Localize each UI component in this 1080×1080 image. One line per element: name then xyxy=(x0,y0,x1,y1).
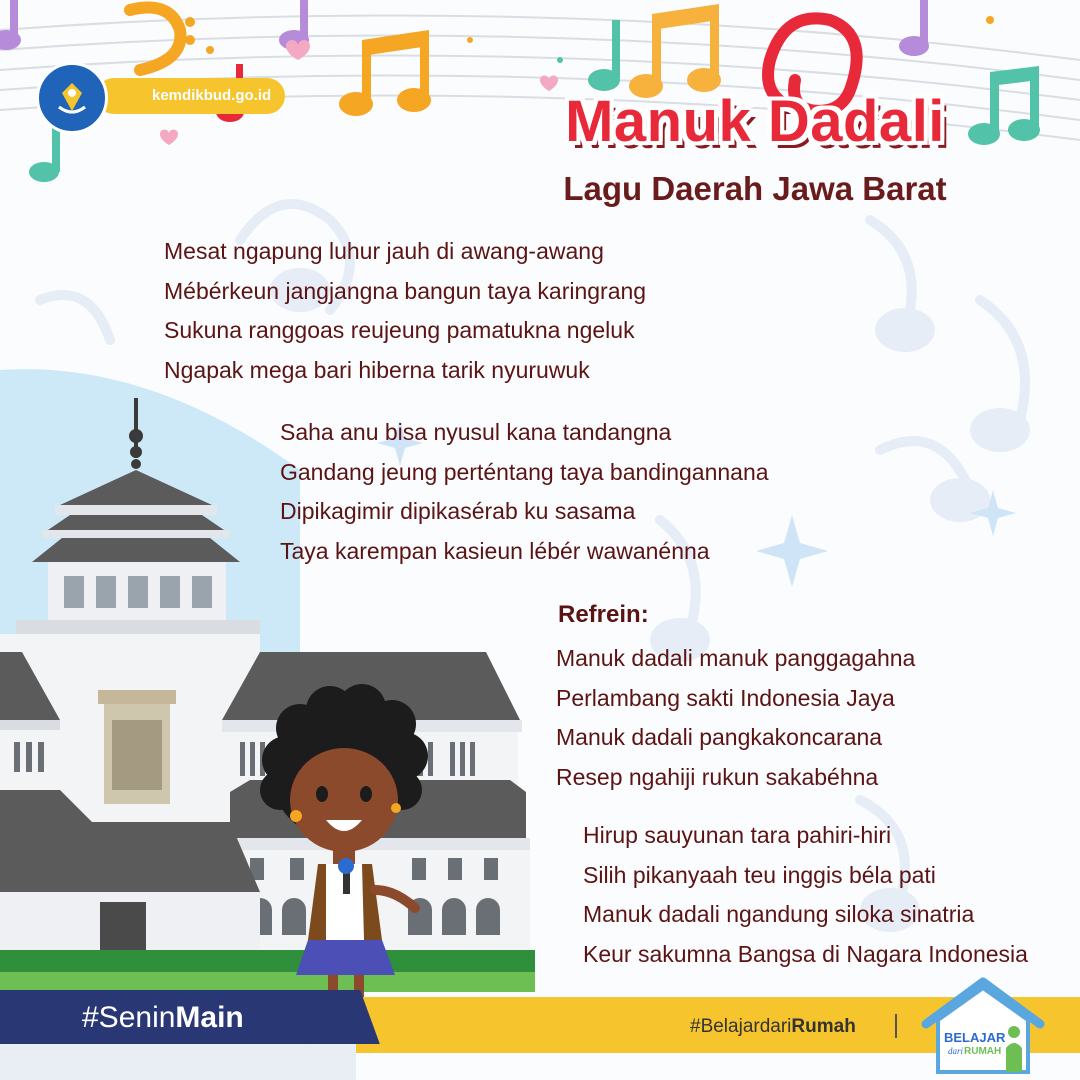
lyric-line: Sukuna ranggoas reujeung pamatukna ngeluk xyxy=(164,317,635,343)
tut-wuri-handayani-emblem-icon xyxy=(36,62,108,134)
lyric-line: Gandang jeung perténtang taya bandingannana xyxy=(280,458,769,485)
site-url-label: kemdikbud.go.id xyxy=(96,78,285,114)
footer-bottom-strip xyxy=(0,1044,356,1080)
belajar-dari-rumah-logo xyxy=(918,974,1048,1074)
refrain-label: Refrein: xyxy=(558,601,649,628)
hashtag-belajar-dari-rumah xyxy=(690,1013,856,1041)
kemdikbud-logo xyxy=(36,62,272,132)
lyric-line: Saha anu bisa nyusul kana tandangna xyxy=(280,419,672,445)
lyric-line: Taya karempan kasieun lébér wawanénna xyxy=(280,537,710,564)
lyric-line: Ngapak mega bari hiberna tarik nyuruwuk xyxy=(164,356,590,383)
lyric-line: Keur sakumna Bangsa di Nagara Indonesia xyxy=(583,940,1028,967)
song-title: Manuk Dadali xyxy=(565,89,945,154)
lyric-line: Perlambang sakti Indonesia Jaya xyxy=(556,684,895,711)
hashtag-bold: Main xyxy=(175,1001,244,1034)
song-subtitle: Lagu Daerah Jawa Barat xyxy=(563,170,947,207)
lyric-line: Manuk dadali pangkakoncarana xyxy=(556,724,883,750)
footer-divider xyxy=(895,1014,897,1038)
lyric-line: Manuk dadali ngandung siloka sinatria xyxy=(583,901,975,927)
music-note-icon xyxy=(588,20,620,91)
lyric-line: Hirup sauyunan tara pahiri-hiri xyxy=(583,822,892,848)
home-logo-text-3: RUMAH xyxy=(964,1046,1002,1057)
lyric-line: Manuk dadali manuk panggagahna xyxy=(556,645,916,671)
lyric-line: Silih pikanyaah teu inggis béla pati xyxy=(583,861,936,888)
house-icon xyxy=(918,974,1048,1074)
home-logo-text-1: BELAJAR xyxy=(944,1030,1006,1045)
verse-2 xyxy=(280,413,769,571)
hashtag-prefix: #Senin xyxy=(82,1001,176,1034)
refrain-verse xyxy=(556,639,915,797)
verse-1 xyxy=(164,232,646,390)
hashtag-senin-main xyxy=(82,998,244,1038)
home-logo-text-2: dari xyxy=(948,1046,964,1056)
lyric-line: Mébérkeun jangjangna bangun taya karingrang xyxy=(164,277,647,304)
lyric-line: Dipikagimir dipikasérab ku sasama xyxy=(280,498,636,524)
lyric-line: Resep ngahiji rukun sakabéhna xyxy=(556,763,879,790)
hashtag-prefix: #Belajardari xyxy=(690,1016,792,1037)
music-note-icon xyxy=(339,30,431,116)
hashtag-bold: Rumah xyxy=(791,1016,856,1037)
lyric-line: Mesat ngapung luhur jauh di awang-awang xyxy=(164,238,604,264)
verse-3 xyxy=(583,816,1028,974)
